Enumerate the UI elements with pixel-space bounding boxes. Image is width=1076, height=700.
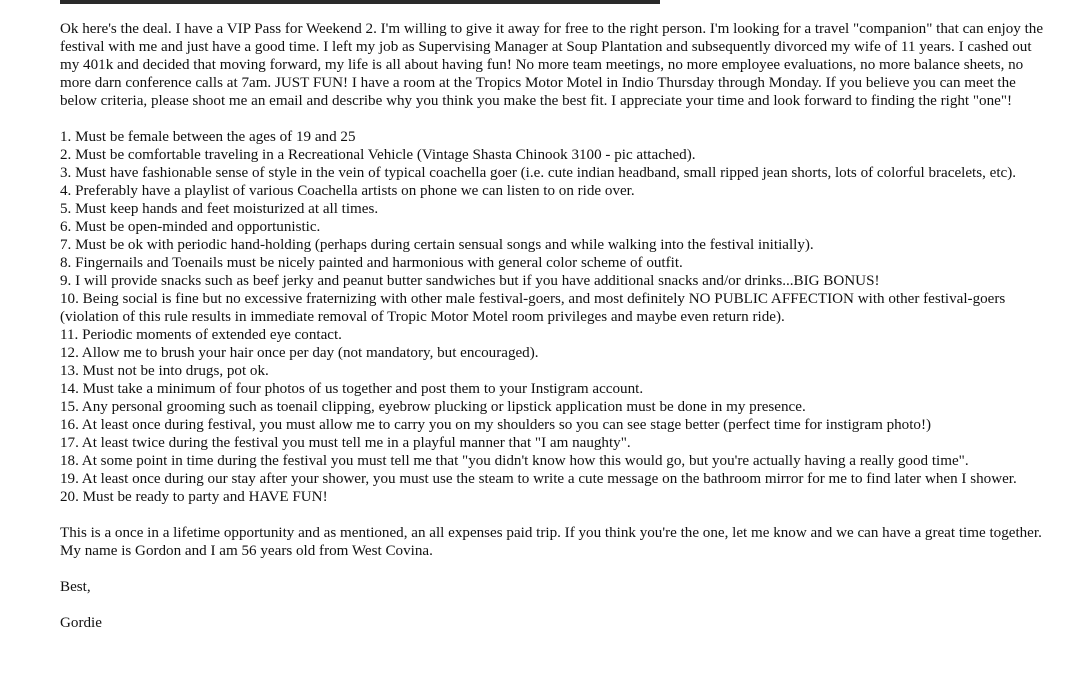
signoff: Best, bbox=[60, 579, 91, 595]
spacer bbox=[60, 110, 1045, 128]
list-item: 6. Must be open-minded and opportunistic. bbox=[60, 219, 321, 235]
list-item: 3. Must have fashionable sense of style in the vein of typical coachella goer (i.e. cute indian headband, small ripped jean shorts, lots of colorful bracelets, etc). bbox=[60, 165, 1017, 181]
signature: Gordie bbox=[60, 615, 102, 631]
list-item: 10. Being social is fine but no excessive fraternizing with other male festival-goers, and most definitely NO PUBLIC AFFECTION with other festival-goers (violation of this rule results in immediate removal of Tropic Motor Motel room privileges and maybe even return ride). bbox=[60, 291, 1006, 325]
list-item: 12. Allow me to brush your hair once per day (not mandatory, but encouraged). bbox=[60, 345, 539, 361]
spacer bbox=[60, 506, 1045, 524]
closing-paragraph: This is a once in a lifetime opportunity and as mentioned, an all expenses paid trip. If you think you're the one, let me know and we can have a great time together. My name is Gordon and I am 56 years old from West Covina. bbox=[60, 525, 1042, 559]
list-item: 18. At some point in time during the festival you must tell me that "you didn't know how this would go, but you're actually having a really good time". bbox=[60, 453, 969, 469]
list-item: 17. At least twice during the festival you must tell me in a playful manner that "I am naughty". bbox=[60, 435, 631, 451]
intro-paragraph: Ok here's the deal. I have a VIP Pass for Weekend 2. I'm willing to give it away for free to the right person. I'm looking for a travel "companion" that can enjoy the festival with me and just have a good time. I left my job as Supervising Manager at Soup Plantation and subsequently divorced my wife of 11 years. I cashed out my 401k and decided that moving forward, my life is all about having fun! No more team meetings, no more employee evaluations, no more balance sheets, no more darn conference calls at 7am. JUST FUN! I have a room at the Tropics Motor Motel in Indio Thursday through Monday. If you believe you can meet the below criteria, please shoot me an email and describe why you think you make the best fit. I appreciate your time and look forward to finding the right "one"! bbox=[60, 21, 1044, 109]
list-item: 11. Periodic moments of extended eye contact. bbox=[60, 327, 342, 343]
list-item: 14. Must take a minimum of four photos of us together and post them to your Instigram account. bbox=[60, 381, 644, 397]
top-divider-bar bbox=[60, 0, 660, 4]
list-item: 8. Fingernails and Toenails must be nicely painted and harmonious with general color scheme of outfit. bbox=[60, 255, 683, 271]
list-item: 15. Any personal grooming such as toenail clipping, eyebrow plucking or lipstick application must be done in my presence. bbox=[60, 399, 806, 415]
list-item: 16. At least once during festival, you must allow me to carry you on my shoulders so you can see stage better (perfect time for instigram photo!) bbox=[60, 417, 932, 433]
list-item: 20. Must be ready to party and HAVE FUN! bbox=[60, 489, 328, 505]
list-item: 7. Must be ok with periodic hand-holding (perhaps during certain sensual songs and while walking into the festival initially). bbox=[60, 237, 814, 253]
list-item: 5. Must keep hands and feet moisturized at all times. bbox=[60, 201, 379, 217]
list-item: 1. Must be female between the ages of 19 and 25 bbox=[60, 129, 356, 145]
spacer bbox=[60, 596, 1045, 614]
list-item: 2. Must be comfortable traveling in a Recreational Vehicle (Vintage Shasta Chinook 3100 - pic attached). bbox=[60, 147, 696, 163]
list-item: 19. At least once during our stay after your shower, you must use the steam to write a cute message on the bathroom mirror for me to find later when I shower. bbox=[60, 471, 1017, 487]
criteria-list bbox=[60, 128, 1045, 506]
spacer bbox=[60, 560, 1045, 578]
message-body bbox=[60, 20, 1045, 632]
list-item: 13. Must not be into drugs, pot ok. bbox=[60, 363, 269, 379]
list-item: 4. Preferably have a playlist of various Coachella artists on phone we can listen to on ride over. bbox=[60, 183, 635, 199]
list-item: 9. I will provide snacks such as beef jerky and peanut butter sandwiches but if you have additional snacks and/or drinks...BIG BONUS! bbox=[60, 273, 880, 289]
